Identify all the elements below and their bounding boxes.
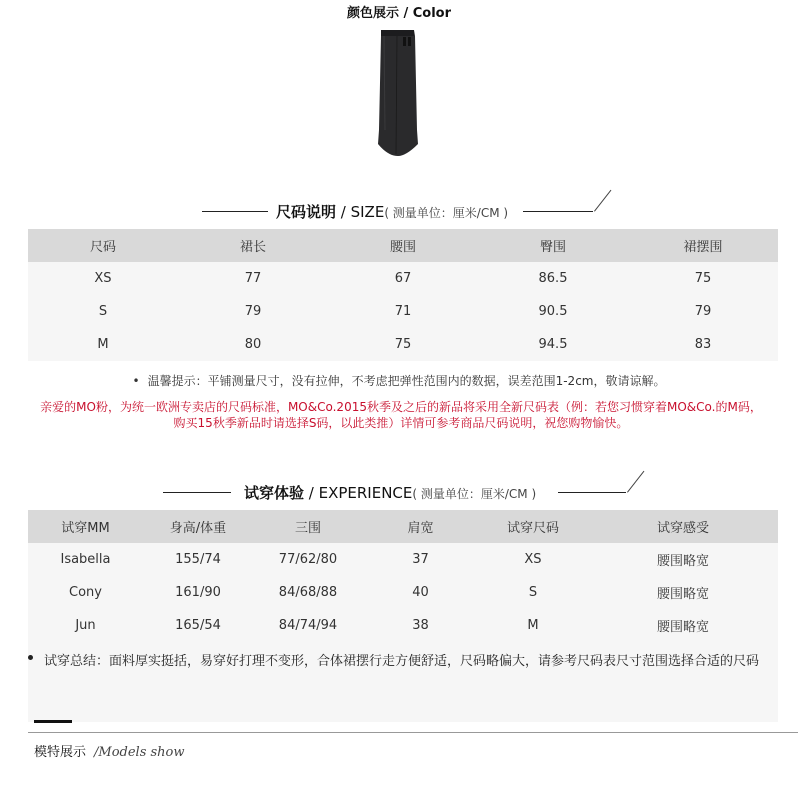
table-cell: 腰围略宽: [656, 554, 709, 569]
size-table: [28, 229, 778, 361]
experience-title-en: EXPERIENCE: [318, 484, 413, 502]
table-cell: 90.5: [538, 304, 568, 319]
models-title-cn: 模特展示: [34, 745, 87, 760]
table-cell: 83: [694, 337, 712, 352]
title-rule-right: [523, 211, 593, 212]
table-row: [28, 295, 778, 328]
table-cell: 84/74/94: [278, 618, 338, 633]
size-tip: • 温馨提示：平铺测量尺寸，没有拉伸，不考虑把弹性范围内的数据，误差范围1-2cm，敬请谅解。: [0, 372, 798, 389]
table-cell: 161/90: [175, 585, 221, 600]
size-header-cell: 裙长: [178, 229, 328, 262]
title-rule-left: [202, 211, 268, 212]
experience-header-cell: 试穿感受: [588, 510, 778, 543]
table-cell: 75: [694, 271, 712, 286]
table-cell: 77/62/80: [278, 552, 338, 567]
experience-header-cell: 试穿尺码: [478, 510, 588, 543]
title-slash: [627, 471, 644, 493]
table-cell: 94.5: [538, 337, 568, 352]
table-cell: 37: [412, 552, 429, 567]
table-cell: Isabella: [60, 552, 111, 567]
size-unit: ( 测量单位：厘米/CM ): [384, 206, 509, 220]
experience-unit: ( 测量单位：厘米/CM ): [412, 487, 537, 501]
table-cell: 腰围略宽: [656, 620, 709, 635]
bullet-icon: [28, 655, 33, 660]
table-cell: M: [527, 618, 539, 633]
size-header-cell: 腰围: [328, 229, 478, 262]
models-divider: [28, 732, 798, 733]
title-rule-left: [163, 492, 231, 493]
table-cell: 腰围略宽: [656, 587, 709, 602]
experience-table: [28, 510, 778, 642]
table-cell: 71: [394, 304, 412, 319]
table-cell: 155/74: [175, 552, 221, 567]
title-slash: [594, 190, 611, 212]
color-section-title: 颜色展示 / Color: [346, 6, 452, 21]
table-cell: 86.5: [538, 271, 568, 286]
experience-header-cell: 肩宽: [363, 510, 478, 543]
table-row: [28, 543, 778, 576]
table-cell: Cony: [69, 585, 102, 600]
product-skirt-image: [376, 30, 420, 158]
size-title-en: SIZE: [350, 203, 385, 221]
table-row: [28, 609, 778, 642]
table-cell: 165/54: [175, 618, 221, 633]
table-cell: 79: [244, 304, 262, 319]
size-title-cn: 尺码说明: [276, 203, 337, 221]
experience-section-title: [0, 479, 798, 509]
size-notice: 亲爱的MO粉，为统一欧洲专卖店的尺码标准，MO&Co.2015秋季及之后的新品将采用全新尺码表（例：若您习惯穿着MO&Co.的M码，购买15秋季新品时请选择S码，以此类推）详情可参考商品尺码说明，祝您购物愉快。: [40, 400, 762, 430]
experience-title-sep: /: [304, 484, 319, 502]
table-cell: 40: [412, 585, 429, 600]
size-section-title: [0, 198, 798, 228]
size-title-sep: /: [336, 203, 351, 221]
experience-header-cell: 身高/体重: [143, 510, 253, 543]
table-cell: 80: [244, 337, 262, 352]
experience-summary: [28, 642, 778, 722]
experience-table-header: [28, 510, 778, 543]
table-cell: 67: [394, 271, 412, 286]
table-cell: 38: [412, 618, 429, 633]
models-title-en: /Models show: [94, 745, 185, 760]
table-cell: 84/68/88: [278, 585, 338, 600]
table-cell: 75: [394, 337, 412, 352]
table-row: [28, 328, 778, 361]
table-cell: 77: [244, 271, 262, 286]
table-cell: S: [528, 585, 538, 600]
size-header-cell: 尺码: [28, 229, 178, 262]
models-tab-indicator: [34, 720, 72, 723]
size-header-cell: 臀围: [478, 229, 628, 262]
table-row: [28, 262, 778, 295]
title-rule-right: [558, 492, 626, 493]
table-cell: XS: [524, 552, 542, 567]
table-row: [28, 576, 778, 609]
experience-header-cell: 试穿MM: [28, 510, 143, 543]
size-header-cell: 裙摆围: [628, 229, 778, 262]
table-cell: Jun: [75, 618, 96, 633]
table-cell: S: [98, 304, 108, 319]
table-cell: XS: [94, 271, 112, 286]
experience-header-cell: 三围: [253, 510, 363, 543]
size-table-header: [28, 229, 778, 262]
experience-summary-text: 试穿总结：面料厚实挺括，易穿好打理不变形，合体裙摆行走方便舒适，尺码略偏大，请参考尺码表尺寸范围选择合适的尺码: [44, 654, 760, 669]
experience-title-cn: 试穿体验: [244, 484, 305, 502]
table-cell: M: [97, 337, 109, 352]
models-section-title: [34, 741, 185, 760]
table-cell: 79: [694, 304, 712, 319]
